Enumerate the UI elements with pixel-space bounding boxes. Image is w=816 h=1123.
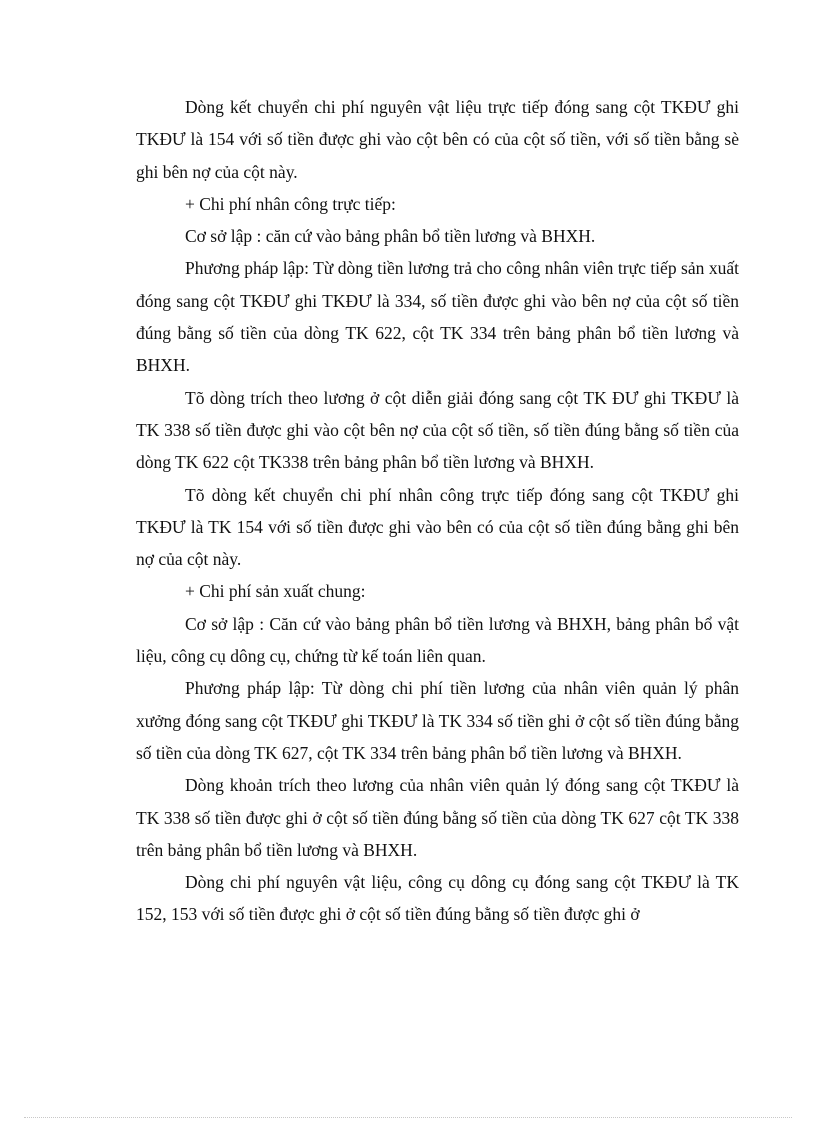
paragraph-nhan-cong-ket-chuyen: Tõ dòng kết chuyển chi phí nhân công trực tiếp đóng sang cột TKĐƯ ghi TKĐƯ là TK 154 với số tiền được ghi vào bên có của cột số tiền đúng bằng ghi bên nợ của cột này. [136, 484, 739, 570]
heading-chi-phi-san-xuat-chung: + Chi phí sản xuất chung: [185, 581, 366, 602]
paragraph-sxc-phuong-phap: Phương pháp lập: Từ dòng chi phí tiền lương của nhân viên quản lý phân xưởng đóng sang cột TKĐƯ ghi TKĐƯ là TK 334 số tiền ghi ở cột số tiền đúng bằng số tiền của dòng TK 627, cột TK 334 trên bảng phân bổ tiền lương và BHXH. [136, 678, 739, 763]
page-bottom-divider [24, 1117, 792, 1118]
paragraph-nvl-ket-chuyen: Dòng kết chuyển chi phí nguyên vật liệu trực tiếp đóng sang cột TKĐƯ ghi TKĐƯ là 154 với số tiền được ghi vào cột bên có của cột số tiền, với số tiền bằng sè ghi bên nợ của cột này. [136, 97, 739, 182]
paragraph-sxc-khoan-trich: Dòng khoản trích theo lương của nhân viên quản lý đóng sang cột TKĐƯ là TK 338 số tiền được ghi ở cột số tiền đúng bằng số tiền của dòng TK 627 cột TK 338 trên bảng phân bổ tiền lương và BHXH. [136, 775, 739, 860]
paragraph-trich-theo-luong: Tõ dòng trích theo lương ở cột diễn giải đóng sang cột TK ĐƯ ghi TKĐƯ là TK 338 số tiền được ghi vào cột bên nợ của cột số tiền, số tiền đúng bằng số tiền của dòng TK 622 cột TK338 trên bảng phân bổ tiền lương và BHXH. [136, 387, 739, 473]
paragraph-nhan-cong-co-so-lap: Cơ sở lập : căn cứ vào bảng phân bổ tiền lương và BHXH. [185, 226, 596, 247]
heading-chi-phi-nhan-cong: + Chi phí nhân công trực tiếp: [185, 193, 396, 214]
paragraph-sxc-co-so-lap: Cơ sở lập : Căn cứ vào bảng phân bổ tiền lương và BHXH, bảng phân bổ vật liệu, công cụ dông cụ, chứng từ kế toán liên quan. [136, 613, 739, 667]
paragraph-sxc-nvl-ccdc: Dòng chi phí nguyên vật liệu, công cụ dông cụ đóng sang cột TKĐƯ là TK 152, 153 với số tiền được ghi ở cột số tiền đúng bằng số tiền được ghi ở [136, 872, 739, 925]
document-body [136, 91, 739, 931]
paragraph-nhan-cong-phuong-phap: Phương pháp lập: Từ dòng tiền lương trả cho công nhân viên trực tiếp sản xuất đóng sang cột TKĐƯ ghi TKĐƯ là 334, số tiền được ghi vào bên nợ của cột số tiền đúng bằng số tiền của dòng TK 622, cột TK 334 trên bảng phân bổ tiền lương và BHXH. [136, 258, 739, 376]
